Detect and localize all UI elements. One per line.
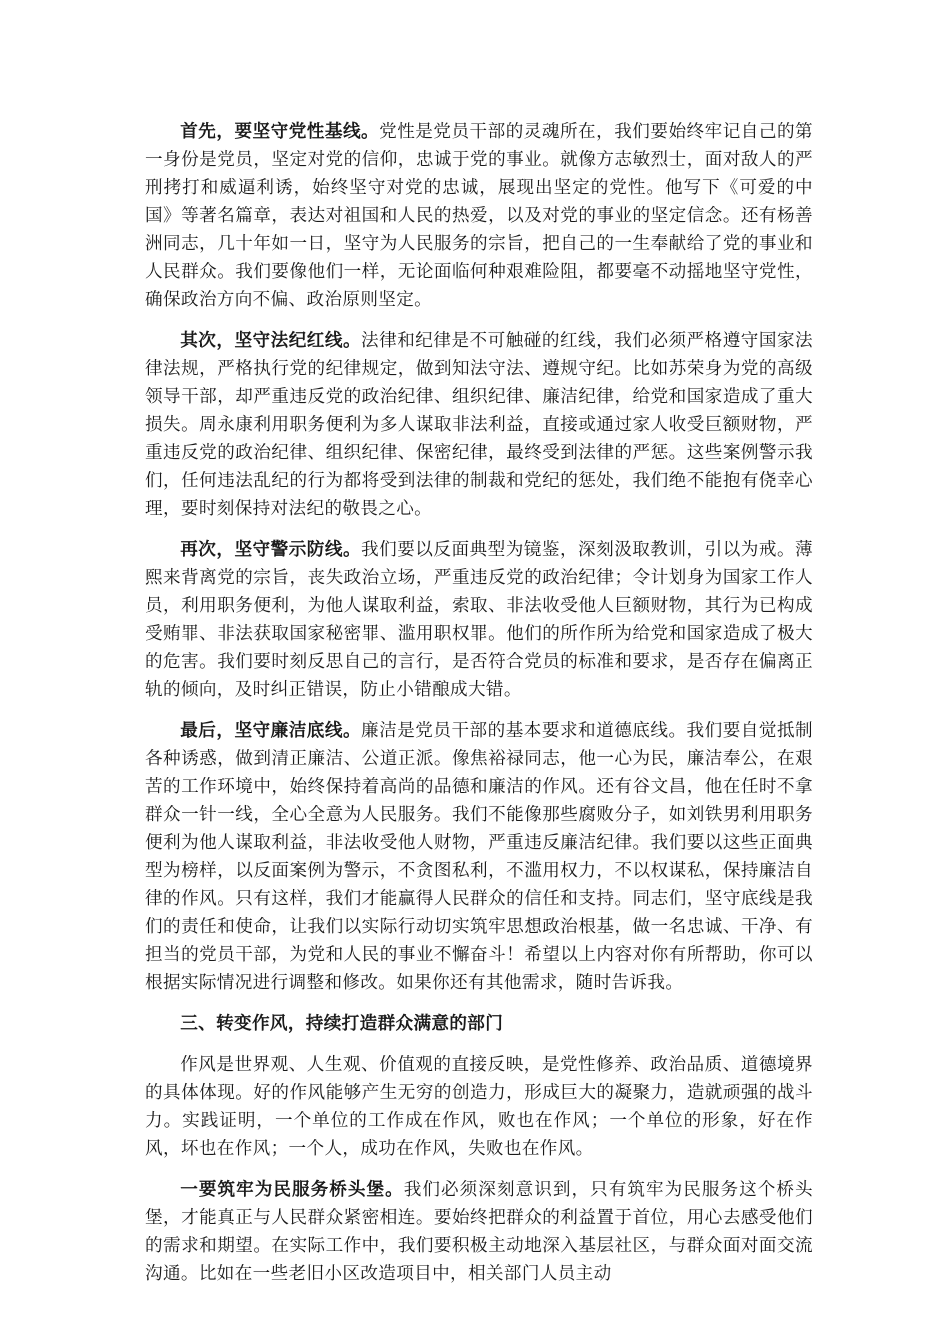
paragraph-lead: 最后，坚守廉洁底线。 xyxy=(180,720,362,741)
paragraph-integrity xyxy=(145,717,813,997)
paragraph-text: 廉洁是党员干部的基本要求和道德底线。我们要自觉抵制各种诱惑，做到清正廉洁、公道正派。像焦裕禄同志，他一心为民，廉洁奉公，在艰苦的工作环境中，始终保持着高尚的品德和廉洁的作风。还有谷文昌，他在任时不拿群众一针一线，全心全意为人民服务。我们不能像那些腐败分子，如刘铁男利用职务便利为他人谋取利益，非法收受他人财物，严重违反廉洁纪律。我们要以这些正面典型为榜样，以反面案例为警示，不贪图私利，不滥用权力，不以权谋私，保持廉洁自律的作风。只有这样，我们才能赢得人民群众的信任和支持。同志们，坚守底线是我们的责任和使命，让我们以实际行动切实筑牢思想政治根基，做一名忠诚、干净、有担当的党员干部，为党和人民的事业不懈奋斗！希望以上内容对你有所帮助，你可以根据实际情况进行调整和修改。如果你还有其他需求，随时告诉我。 xyxy=(145,721,813,993)
paragraph-lead: 其次，坚守法纪红线。 xyxy=(180,330,362,351)
section-intro-paragraph: 作风是世界观、人生观、价值观的直接反映，是党性修养、政治品质、道德境界的具体体现。好的作风能够产生无穷的创造力，形成巨大的凝聚力，造就顽强的战斗力。实践证明，一个单位的工作成在作风，败也在作风；一个单位的形象，好在作风，坏也在作风；一个人，成功在作风，失败也在作风。 xyxy=(145,1055,813,1159)
paragraph-text: 党性是党员干部的灵魂所在，我们要始终牢记自己的第一身份是党员，坚定对党的信仰，忠诚于党的事业。就像方志敏烈士，面对敌人的严刑拷打和威逼利诱，始终坚守对党的忠诚，展现出坚定的党性。他写下《可爱的中国》等著名篇章，表达对祖国和人民的热爱，以及对党的事业的坚定信念。还有杨善洲同志，几十年如一日，坚守为人民服务的宗旨，把自己的一生奉献给了党的事业和人民群众。我们要像他们一样，无论面临何种艰难险阻，都要毫不动摇地坚守党性，确保政治方向不偏、政治原则坚定。 xyxy=(145,122,814,310)
section-heading: 三、转变作风，持续打造群众满意的部门 xyxy=(180,1013,504,1034)
document-body xyxy=(145,118,813,1301)
paragraph-lead: 首先，要坚守党性基线。 xyxy=(180,121,380,142)
paragraph-lead: 一要筑牢为民服务桥头堡。 xyxy=(180,1179,404,1200)
paragraph-lead: 再次，坚守警示防线。 xyxy=(180,539,362,560)
paragraph-service xyxy=(145,1176,813,1288)
paragraph-law-discipline xyxy=(145,327,813,523)
paragraph-warning xyxy=(145,536,813,704)
paragraph-text: 我们要以反面典型为镜鉴，深刻汲取教训，引以为戒。薄熙来背离党的宗旨，丧失政治立场，严重违反党的政治纪律；令计划身为国家工作人员，利用职务便利，为他人谋取利益，索取、非法收受他人巨额财物，其行为已构成受贿罪、非法获取国家秘密罪、滥用职权罪。他们的所作所为给党和国家造成了极大的危害。我们要时刻反思自己的言行，是否符合党员的标准和要求，是否存在偏离正轨的倾向，及时纠正错误，防止小错酿成大错。 xyxy=(145,540,813,700)
paragraph-text: 法律和纪律是不可触碰的红线，我们必须严格遵守国家法律法规，严格执行党的纪律规定，做到知法守法、遵规守纪。比如苏荣身为党的高级领导干部，却严重违反党的政治纪律、组织纪律、廉洁纪律，给党和国家造成了重大损失。周永康利用职务便利为多人谋取非法利益，直接或通过家人收受巨额财物，严重违反党的政治纪律、组织纪律、保密纪律，最终受到法律的严惩。这些案例警示我们，任何违法乱纪的行为都将受到法律的制裁和党纪的惩处，我们绝不能抱有侥幸心理，要时刻保持对法纪的敬畏之心。 xyxy=(145,331,813,519)
paragraph-party-spirit xyxy=(145,118,813,314)
paragraph-text: 我们必须深刻意识到，只有筑牢为民服务这个桥头堡，才能真正与人民群众紧密相连。要始终把群众的利益置于首位，用心去感受他们的需求和期望。在实际工作中，我们要积极主动地深入基层社区，与群众面对面交流沟通。比如在一些老旧小区改造项目中，相关部门人员主动 xyxy=(145,1180,814,1284)
